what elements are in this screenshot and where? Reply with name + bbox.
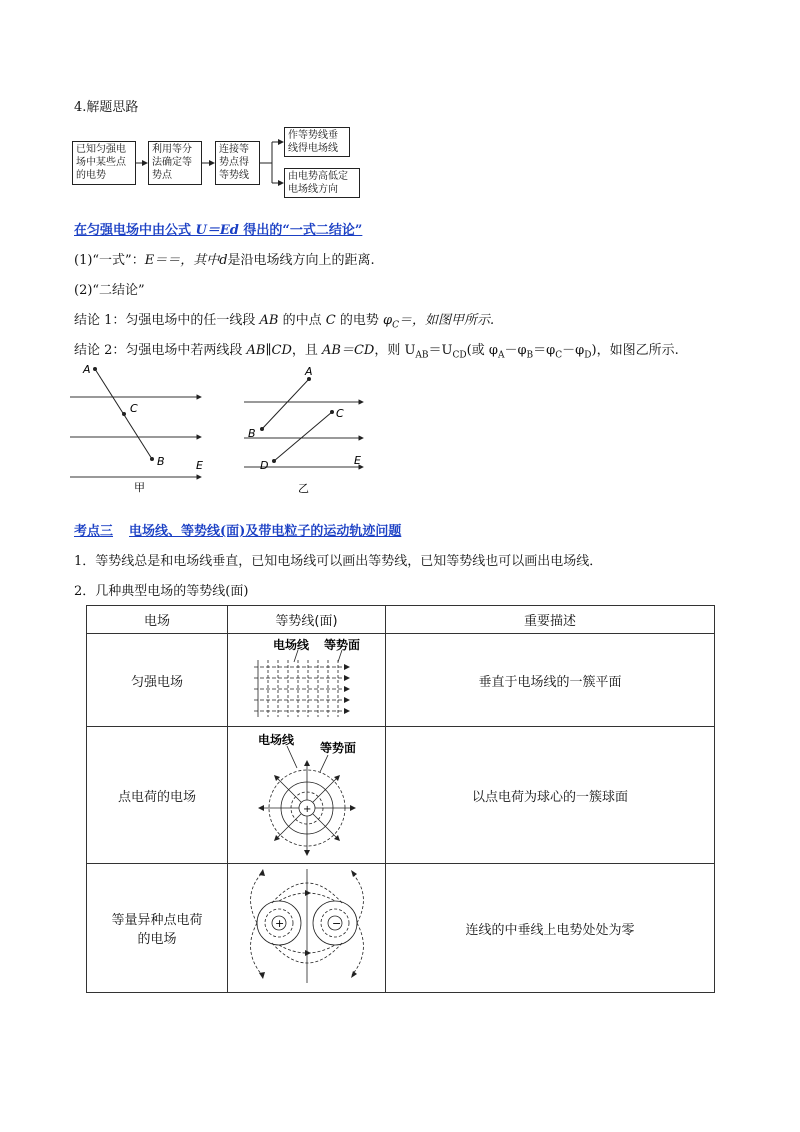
figure-jia [66, 360, 216, 495]
label-b: B [248, 427, 256, 440]
segment-cd [274, 412, 332, 461]
figure-yi [240, 362, 370, 497]
point-a [93, 367, 97, 371]
table-row [87, 727, 715, 864]
header-equipotential: 等势线(面) [228, 606, 386, 634]
label-equipotential: 等势面 [323, 638, 360, 652]
table-row [87, 634, 715, 727]
label-c: C [336, 407, 344, 420]
label-b: B [157, 455, 165, 468]
point-b [260, 427, 264, 431]
typical-fields-table [86, 605, 715, 993]
label-field-line: 电场线 [272, 638, 309, 652]
item-2: 2．几种典型电场的等势线(面) [74, 584, 249, 599]
section-title: 4.解题思路 [74, 100, 139, 115]
label-d: D [260, 459, 269, 472]
point-c [330, 410, 334, 414]
field-name: 点电荷的电场 [87, 727, 228, 864]
description: 垂直于电场线的一簇平面 [386, 634, 715, 727]
caption-yi: 乙 [298, 482, 309, 495]
svg-text:+: + [302, 804, 311, 815]
one-formula-line: (1)“一式”：E＝＝，其中d是沿电场线方向上的距离. [74, 253, 375, 268]
conclusion-2: 结论 2：匀强电场中若两线段 AB∥CD，且 AB＝CD，则 $U_{AB}=U_{CD}$(或 $\varphi_A-\varphi_B=\varphi_C-\varphi_D$)，如图乙所示. [74, 343, 679, 361]
table-row [87, 864, 715, 993]
label-field-line: 电场线 [257, 733, 294, 747]
field-name: 匀强电场 [87, 634, 228, 727]
svg-text:−: − [331, 917, 341, 930]
label-e: E [354, 454, 361, 467]
point-d [272, 459, 276, 463]
two-conclusions-label: (2)“二结论” [74, 283, 145, 298]
header-field: 电场 [87, 606, 228, 634]
field-name: 等量异种点电荷 的电场 [87, 864, 228, 993]
conclusion-1: 结论 1：匀强电场中的任一线段 AB 的中点 C 的电势 $\varphi_C=$，如图甲所示. [74, 313, 495, 331]
equipotential-planes [258, 660, 338, 717]
uniform-field-figure [232, 635, 382, 721]
point-c [122, 412, 126, 416]
point-charge-figure-cell [228, 727, 386, 864]
flow-box-connect-points: 连接等 势点得 等势线 [215, 141, 260, 185]
table-header-row [87, 606, 715, 634]
label-c: C [130, 402, 138, 415]
dipole-figure-cell [228, 864, 386, 993]
flow-box-draw-field-lines: 作等势线垂 线得电场线 [284, 127, 350, 157]
uniform-field-figure-cell [228, 634, 386, 727]
header-description: 重要描述 [386, 606, 715, 634]
kaodian-heading: 考点三 电场线、等势线(面)及带电粒子的运动轨迹问题 [74, 524, 402, 539]
label-a: A [305, 365, 313, 378]
description: 连线的中垂线上电势处处为零 [386, 864, 715, 993]
item-1: 1．等势线总是和电场线垂直，已知电场线可以画出等势线，已知等势线也可以画出电场线． [74, 554, 603, 569]
label-a: A [83, 363, 91, 376]
flow-box-field-direction: 由电势高低定 电场线方向 [284, 168, 360, 198]
dipole-figure [232, 865, 382, 987]
caption-jia: 甲 [134, 481, 145, 494]
svg-text:+: + [274, 917, 284, 930]
flow-box-equal-division: 利用等分 法确定等 势点 [148, 141, 202, 185]
label-e: E [196, 459, 203, 472]
uniform-field-lines [254, 667, 344, 711]
description: 以点电荷为球心的一簇球面 [386, 727, 715, 864]
flow-box-known-potentials: 已知匀强电 场中某些点 的电势 [72, 141, 136, 185]
flow-arrows [0, 0, 400, 210]
point-charge-figure [232, 728, 382, 858]
formula-heading: 在匀强电场中由公式 U＝Ed 得出的“一式二结论” [74, 223, 363, 238]
segment-ab [262, 379, 309, 429]
label-equipotential: 等势面 [319, 741, 356, 755]
point-b [150, 457, 154, 461]
